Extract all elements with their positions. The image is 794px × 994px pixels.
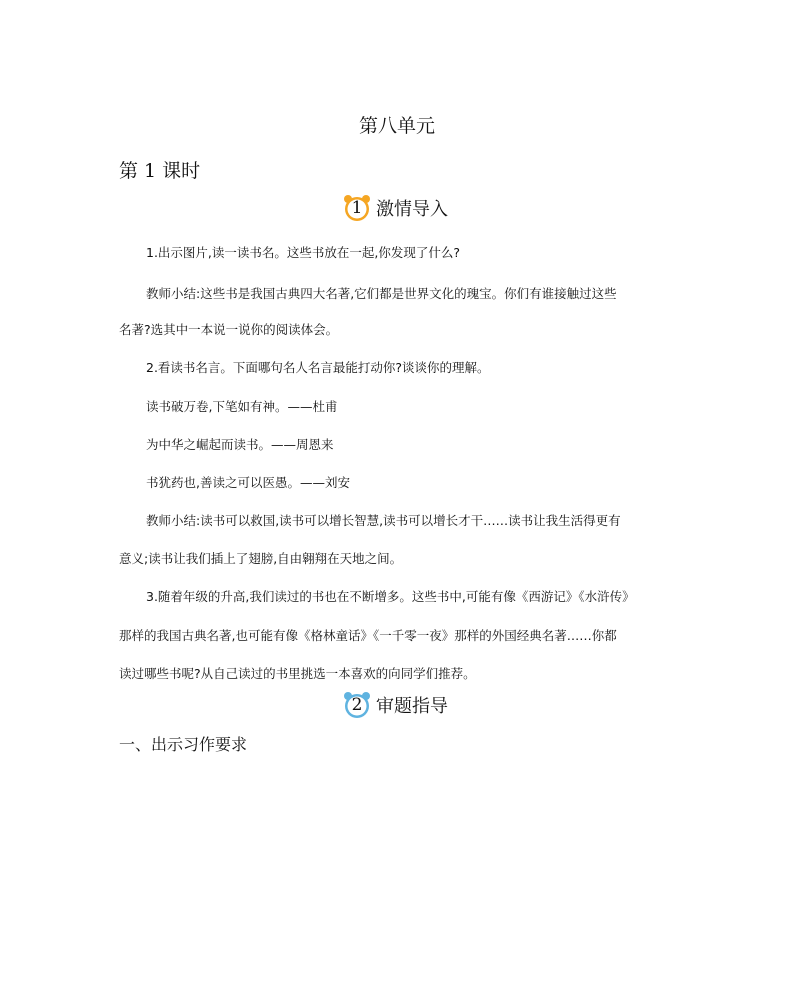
quote-2: 为中华之崛起而读书。——周恩来	[146, 437, 334, 452]
paragraph-1: 1.出示图片,读一读书名。这些书放在一起,你发现了什么?	[146, 245, 461, 260]
section-number: 2	[351, 695, 363, 715]
number-badge-icon	[342, 193, 372, 223]
quote-1: 读书破万卷,下笔如有神。——杜甫	[146, 399, 338, 414]
section-heading-2	[342, 690, 448, 720]
paragraph-2-line-1: 教师小结:这些书是我国古典四大名著,它们都是世界文化的瑰宝。你们有谁接触过这些	[146, 286, 617, 301]
section-heading-1	[342, 193, 448, 223]
quote-3: 书犹药也,善读之可以医愚。——刘安	[146, 475, 350, 490]
paragraph-5-line-2: 那样的我国古典名著,也可能有像《格林童话》《一千零一夜》那样的外国经典名著……你都	[119, 628, 617, 643]
section-number: 1	[351, 198, 363, 218]
paragraph-4-line-2: 意义;读书让我们插上了翅膀,自由翱翔在天地之间。	[119, 551, 403, 566]
paragraph-5-line-3: 读过哪些书呢?从自己读过的书里挑选一本喜欢的向同学们推荐。	[119, 666, 476, 681]
section-title: 审题指导	[376, 696, 448, 717]
paragraph-5-line-1: 3.随着年级的升高,我们读过的书也在不断增多。这些书中,可能有像《西游记》《水浒传》	[146, 589, 635, 604]
lesson-title: 第 1 课时	[119, 160, 201, 182]
number-badge-icon	[342, 690, 372, 720]
paragraph-3: 2.看读书名言。下面哪句名人名言最能打动你?谈谈你的理解。	[146, 360, 490, 375]
section-title: 激情导入	[376, 199, 448, 220]
paragraph-4-line-1: 教师小结:读书可以救国,读书可以增长智慧,读书可以增长才干……读书让我生活得更有	[146, 513, 621, 528]
subheading: 一、出示习作要求	[119, 735, 248, 754]
unit-title: 第八单元	[358, 115, 435, 137]
paragraph-2-line-2: 名著?选其中一本说一说你的阅读体会。	[119, 322, 339, 337]
